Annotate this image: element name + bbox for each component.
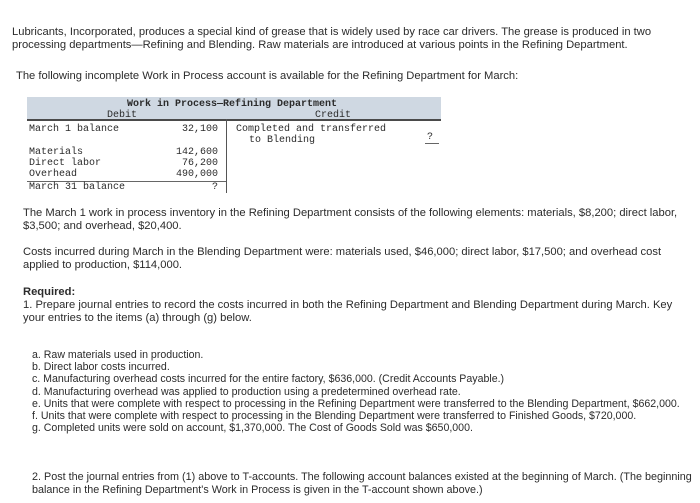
row-value-overhead: 490,000 (175, 169, 218, 180)
work-in-process-taccount (27, 97, 441, 193)
item-d: d. Manufacturing overhead was applied to production using a predetermined overhead rate. (32, 385, 461, 398)
taccount-title: Work in Process—Refining Department (127, 99, 338, 110)
row-value-march1: 32,100 (181, 124, 218, 135)
row-label-march31: March 31 balance (29, 182, 126, 193)
march1-paragraph: The March 1 work in process inventory in the Refining Department consists of the following elements: materials, $8,200; direct labor, $3,500; and overhead, $20,400. (23, 207, 678, 233)
item-g: g. Completed units were sold on account, $1,370,000. The Cost of Goods Sold was $650,000. (32, 422, 473, 435)
items-list (32, 349, 692, 434)
intro-paragraph: Lubricants, Incorporated, produces a special kind of grease that is widely used by race car drivers. The grease is produced in two processing departments—Refining and Blending. Raw materials are introduced at various points in the Refining Department. (12, 26, 652, 52)
row-value-materials: 142,600 (175, 147, 218, 158)
debit-header: Debit (107, 110, 138, 121)
credit-label-line1: Completed and transferred (236, 124, 387, 135)
account-intro: The following incomplete Work in Process account is available for the Refining Department for March: (16, 70, 519, 82)
item-b: b. Direct labor costs incurred. (32, 361, 170, 374)
row-label-materials: Materials (29, 147, 84, 158)
item-f: f. Units that were complete with respect to processing in the Blending Department were transferred to Finished Goods, $720,000. (32, 410, 637, 423)
row-label-overhead: Overhead (29, 169, 78, 180)
item-a: a. Raw materials used in production. (32, 349, 204, 361)
required-1: 1. Prepare journal entries to record the costs incurred in both the Refining Department and Blending Department during March. Key your entries to the items (a) through (g) below. (23, 299, 673, 325)
taccount-divider (226, 119, 227, 193)
credit-header: Credit (315, 110, 352, 121)
item-c: c. Manufacturing overhead costs incurred for the entire factory, $636,000. (Credit Accounts Payable.) (32, 373, 505, 386)
item-e: e. Units that were complete with respect to processing in the Refining Department were transferred to the Blending Department, $662,000. (32, 397, 680, 410)
credit-value-underline (425, 143, 439, 144)
blending-costs-paragraph: Costs incurred during March in the Blending Department were: materials used, $46,000; direct labor, $17,500; and overhead cost applied to production, $114,000. (23, 246, 662, 272)
required-2: 2. Post the journal entries from (1) above to T-accounts. The following account balances existed at the beginning of March. (The beginning balance in the Refining Department's Work in Process is given in the T-account shown above.) (32, 471, 692, 496)
row-label-march1: March 1 balance (29, 124, 120, 135)
credit-label-line2: to Blending (249, 135, 316, 146)
credit-value: ? (427, 132, 434, 143)
row-value-march31: ? (211, 182, 218, 193)
required-label: Required: (23, 286, 76, 298)
row-value-direct-labor: 76,200 (181, 158, 218, 169)
row-label-direct-labor: Direct labor (29, 158, 102, 169)
